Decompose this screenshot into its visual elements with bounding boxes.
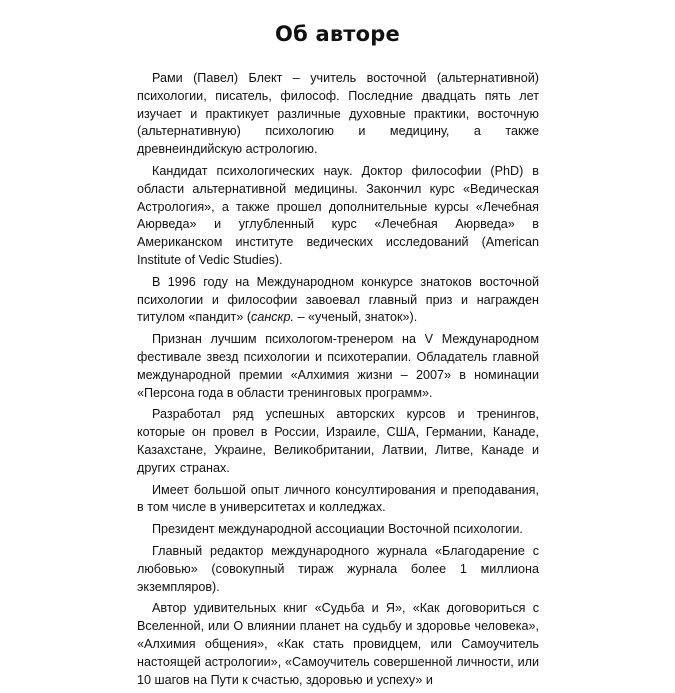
paragraph-award-1996 (137, 274, 539, 327)
body-text (137, 70, 539, 693)
paragraph-intro: Рами (Павел) Блект – учитель восточной (альтернативной) психологии, писатель, философ. Последние двадцать пять лет изучает и практикует различные духовные практики, восточную (альтернативную) психологию и медицину, а также древнеиндийскую астрологию. (137, 71, 539, 157)
paragraph-president: Президент международной ассоциации Восточной психологии. (152, 522, 523, 537)
page-title: Об авторе (275, 22, 400, 46)
paragraph-courses: Разработал ряд успешных авторских курсов и тренингов, которые он провел в России, Израиле, США, Германии, Канаде, Казахстане, Украине, Великобритании, Латвии, Литве, Канаде и других странах. (137, 407, 539, 475)
paragraph-recognition: Признан лучшим психологом-тренером на V Международном фестивале звезд психологии и психотерапии. Обладатель главной международной премии «Алхимия жизни – 2007» в номинации «Персона года в области тренинговых программ». (137, 332, 539, 400)
paragraph-experience: Имеет большой опыт личного консултирования и преподавания, в том числе в университетах и колледжах. (137, 482, 539, 515)
sanskrit-abbreviation: санскр. (251, 310, 294, 325)
paragraph-books: Автор удивительных книг «Судьба и Я», «Как договориться с Вселенной, или О влиянии планет на судьбу и здоровье человека», «Алхимия общения», «Как стать провидцем, или Самоучитель настоящей астрологии», «Самоучитель совершенной личности, или 10 шагов на Пути к счастью, здоровью и успеху» и (137, 601, 539, 687)
paragraph-editor: Главный редактор международного журнала «Благодарение с любовью» (совокупный тираж журнала более 1 миллиона экземпляров). (137, 543, 539, 594)
paragraph-award-1996-text: В 1996 году на Международном конкурсе знатоков восточной психологии и философии завоевал главный приз и награжден титулом «пандит» ( (137, 274, 539, 325)
paragraph-award-1996-tail: – «ученый, знаток»). (294, 310, 418, 325)
paragraph-education: Кандидат психологических наук. Доктор философии (PhD) в области альтернативной медицины. Закончил курс «Ведическая Астрология», а также прошел дополнительные курсы «Лечебная Аюрведа» и углубленный курс «Лечебная Аюрведа» в Американском институте ведических исследований (American Institute of Vedic Studies). (137, 163, 539, 267)
